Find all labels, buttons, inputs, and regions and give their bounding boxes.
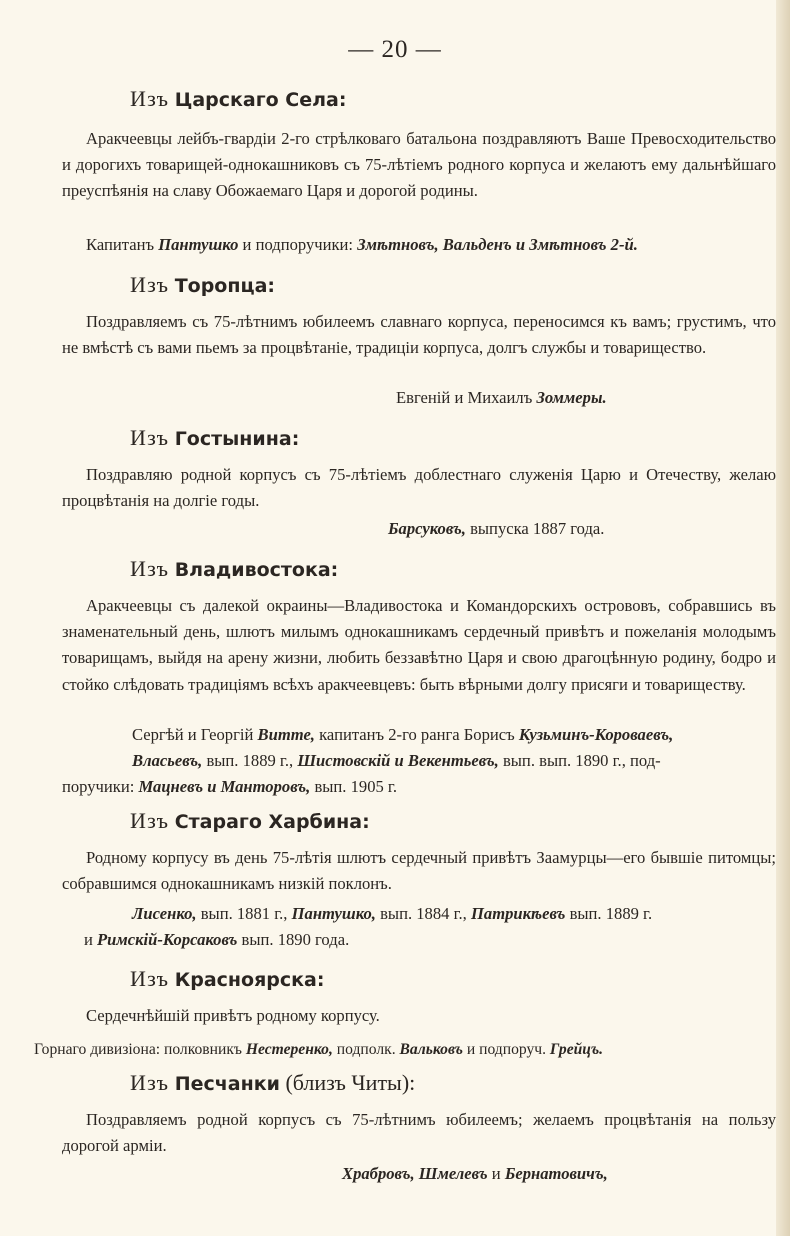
sig-name: Вальковъ xyxy=(399,1041,463,1058)
sig-text: и подпоруч. xyxy=(466,1041,547,1058)
sig-name: Лисенко, xyxy=(132,904,197,923)
sig-name: Кузьминъ-Короваевъ, xyxy=(518,725,674,744)
sig-text: и xyxy=(491,1164,501,1183)
sig-name: Бернатовичъ, xyxy=(504,1164,608,1183)
sig-name: Нестеренко, xyxy=(245,1041,333,1058)
section-text-toropets: Поздравляемъ съ 75-лѣтнимъ юбилеемъ славнаго корпуса, переносимся къ вамъ; грустимъ, что не вмѣстѣ съ вами пьемъ за процвѣтанiе, традицiи корпуса, долгъ службы и товарищество. xyxy=(62,312,776,358)
sig-name: Римскiй-Корсаковъ xyxy=(97,930,238,949)
sig-text: вып. 1889 г., xyxy=(206,751,294,770)
heading-prefix: Изъ xyxy=(130,966,170,991)
section-heading-peschanka xyxy=(130,1070,415,1096)
sig-text: и xyxy=(84,930,93,949)
sig-name: Патрикѣевъ xyxy=(470,904,566,923)
sig-text: Сергѣй и Георгiй xyxy=(132,725,254,744)
sig-text: капитанъ 2-го ранга Борисъ xyxy=(319,725,515,744)
heading-prefix: Изъ xyxy=(130,556,170,581)
heading-prefix: Изъ xyxy=(130,808,170,833)
sig-name: Мацневъ и Манторовъ, xyxy=(138,777,311,796)
heading-place: Торопца: xyxy=(174,275,275,297)
page-number: — 20 — xyxy=(348,36,442,63)
signature-vladivostok-3 xyxy=(62,774,397,800)
heading-place: Песчанки xyxy=(174,1073,280,1095)
sig-name: Пантушко, xyxy=(291,904,376,923)
section-text-krasnoyarsk: Сердечнѣйшiй привѣтъ родному корпусу. xyxy=(86,1006,380,1025)
signature-vladivostok-1 xyxy=(132,722,673,748)
section-text-vladivostok: Аракчеевцы съ далекой окраины—Владивостока и Командорскихъ острововъ, собравшись въ знаменательный день, шлютъ милымъ однокашникамъ сердечный привѣтъ и пожеланiя молодымъ товарищамъ, выйдя на арену жизни, любить беззавѣтно Царя и свою драгоцѣнную родину, бодро и стойко слѣдовать традицiямъ всѣхъ аракчеевцевъ: быть вѣрными долгу присяги и товариществу. xyxy=(62,596,776,694)
sig-text: вып. 1890 года. xyxy=(241,930,350,949)
page-edge xyxy=(776,0,790,1236)
signature-harbin-2 xyxy=(84,927,349,953)
heading-place: Владивостока: xyxy=(174,559,339,581)
sig-text: вып. 1905 г. xyxy=(314,777,398,796)
heading-place: Гостынина: xyxy=(174,428,300,450)
section-text-gostynin: Поздравляю родной корпусъ съ 75-лѣтiемъ доблестнаго служенiя Царю и Отечеству, желаю процвѣтанiя на долгiе годы. xyxy=(62,465,776,511)
sig-text: вып. 1889 г. xyxy=(569,904,653,923)
sig-name: Зоммеры. xyxy=(536,388,607,407)
section-heading-vladivostok xyxy=(130,556,338,582)
heading-extra: (близъ Читы): xyxy=(285,1070,416,1095)
heading-place: Царскаго Села: xyxy=(174,89,347,111)
sig-name: Витте, xyxy=(257,725,315,744)
signature-peschanka xyxy=(342,1161,608,1187)
signature-krasnoyarsk xyxy=(34,1037,603,1063)
heading-place: Стараго Харбина: xyxy=(174,811,370,833)
section-heading-tsarskoe xyxy=(130,86,346,112)
signature-vladivostok-2 xyxy=(132,748,661,774)
sig-name: Власьевъ, xyxy=(132,751,203,770)
section-heading-gostynin xyxy=(130,425,299,451)
sig-name: Шистовскiй и Векентьевъ, xyxy=(297,751,499,770)
sig-text: вып. 1881 г., xyxy=(200,904,288,923)
signature-toropets xyxy=(396,385,607,411)
sig-text: Горнаго дивизiона: полковникъ xyxy=(34,1041,242,1058)
sig-name: Шмелевъ xyxy=(418,1164,488,1183)
section-heading-krasnoyarsk xyxy=(130,966,324,992)
signature-harbin-1 xyxy=(132,901,652,927)
sig-name: Храбровъ, xyxy=(342,1164,415,1183)
sig-text: подполк. xyxy=(336,1041,396,1058)
heading-prefix: Изъ xyxy=(130,1070,170,1095)
section-text-harbin: Родному корпусу въ день 75-лѣтiя шлютъ сердечный привѣтъ Заамурцы—его бывшiе питомцы; собравшимся однокашникамъ низкiй поклонъ. xyxy=(62,848,776,894)
section-heading-harbin xyxy=(130,808,370,834)
sig-text: и подпоручики: xyxy=(242,235,354,254)
sig-name: Грейцъ. xyxy=(549,1041,604,1058)
heading-prefix: Изъ xyxy=(130,272,170,297)
section-heading-toropets xyxy=(130,272,275,298)
heading-place: Красноярска: xyxy=(174,969,325,991)
sig-text: Капитанъ xyxy=(86,235,155,254)
heading-prefix: Изъ xyxy=(130,425,170,450)
signature-gostynin xyxy=(388,516,604,542)
sig-text: вып. 1884 г., xyxy=(380,904,467,923)
heading-prefix: Изъ xyxy=(130,86,170,111)
sig-text: вып. вып. 1890 г., под- xyxy=(502,751,661,770)
sig-name: Барсуковъ, xyxy=(388,519,466,538)
sig-name: Пантушко xyxy=(158,235,239,254)
sig-text: поручики: xyxy=(62,777,135,796)
sig-name: Змѣтновъ, Вальденъ и Змѣтновъ 2-й. xyxy=(357,235,638,254)
section-text-peschanka: Поздравляемъ родной корпусъ съ 75-лѣтнимъ юбилеемъ; желаемъ процвѣтанiя на пользу дорогой армiи. xyxy=(62,1110,776,1156)
signature-tsarskoe xyxy=(86,232,638,258)
sig-text: выпуска 1887 года. xyxy=(470,519,605,538)
section-text-tsarskoe: Аракчеевцы лейбъ-гвардiи 2-го стрѣлковаго батальона поздравляютъ Ваше Превосходительство и дорогихъ товарищей-однокашниковъ съ 75-лѣтiемъ родного корпуса и желаютъ ему дальнѣйшаго преуспѣянiя на славу Обожаемаго Царя и дорогой родины. xyxy=(62,129,776,201)
sig-text: Евгенiй и Михаилъ xyxy=(396,388,533,407)
